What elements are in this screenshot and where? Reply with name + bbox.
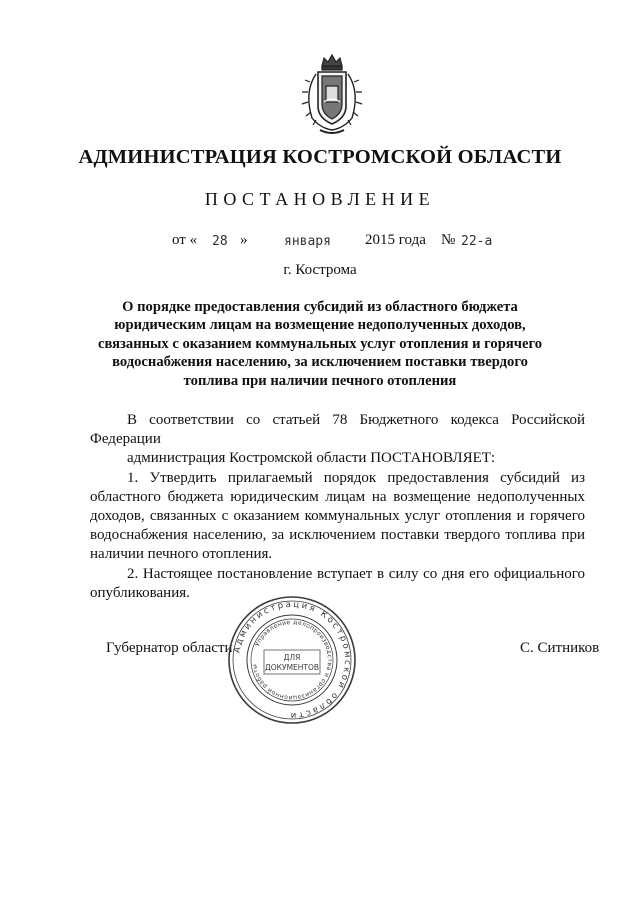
- item-1-paragraph: 1. Утвердить прилагаемый порядок предоставления субсидий из областного бюджета юридическим лицам на возмещение недополученных доходов, связанных с оказанием коммунальных услуг отопления и горячего водоснабжения населению, за исключением поставки твердого топлива при наличии печного отопления.: [90, 469, 585, 563]
- svg-text:Управление делопроизводства и: Управление делопроизводства и организационной работы: [251, 618, 334, 702]
- document-body: [90, 411, 585, 603]
- date-year: 2015 года: [365, 232, 426, 248]
- svg-text:ДЛЯ: ДЛЯ: [283, 653, 301, 662]
- date-prefix: от «: [172, 232, 198, 248]
- date-line: [0, 232, 640, 252]
- signatory-position: Губернатор области: [106, 640, 233, 656]
- date-month: января: [284, 234, 331, 249]
- document-subject: О порядке предоставления субсидий из областного бюджета юридическим лицам на возмещение недополученных доходов, связанных с оказанием коммунальных услуг отопления и горячего водоснабжения населению, за исключением поставки твердого топлива при наличии печного отопления: [97, 299, 543, 389]
- date-day: 28: [212, 234, 228, 249]
- organization-title: АДМИНИСТРАЦИЯ КОСТРОМСКОЙ ОБЛАСТИ: [78, 146, 562, 168]
- item-2-paragraph: 2. Настоящее постановление вступает в силу со дня его официального опубликования.: [90, 565, 585, 601]
- svg-text:ДОКУМЕНТОВ: ДОКУМЕНТОВ: [264, 663, 320, 672]
- document-type: ПОСТАНОВЛЕНИЕ: [204, 189, 436, 209]
- official-stamp: [226, 594, 358, 726]
- number-sign: №: [441, 232, 456, 248]
- coat-of-arms-emblem: [296, 52, 368, 138]
- city: г. Кострома: [283, 262, 357, 278]
- document-number: 22-а: [461, 234, 493, 249]
- preamble-paragraph: В соответствии со статьей 78 Бюджетного кодекса Российской Федерации: [90, 412, 585, 448]
- svg-text:Администрация Костромской обла: Администрация Костромской области: [232, 599, 353, 721]
- resolves-paragraph: администрация Костромской области ПОСТАНОВЛЯЕТ:: [127, 450, 496, 467]
- signatory-name: С. Ситников: [520, 640, 600, 656]
- date-close-quote: »: [240, 232, 248, 248]
